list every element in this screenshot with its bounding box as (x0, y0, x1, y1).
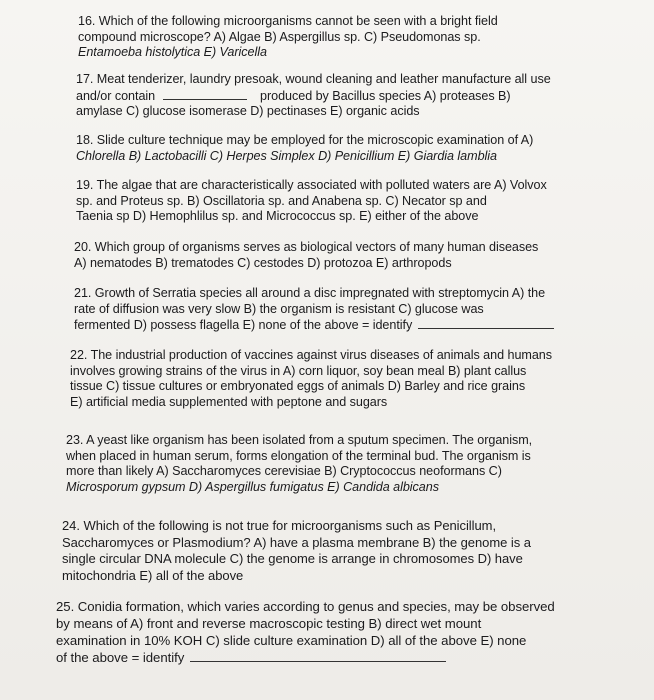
question-25-line-1: 25. Conidia formation, which varies according to genus and species, may be observed (56, 599, 555, 614)
question-16-line-3: Entamoeba histolytica E) Varicella (78, 45, 267, 60)
question-16-line-2: compound microscope? A) Algae B) Aspergillus sp. C) Pseudomonas sp. (78, 29, 481, 44)
question-17 (76, 72, 654, 120)
question-16 (78, 14, 654, 61)
question-23 (66, 433, 654, 495)
question-17-line-2-start: and/or contain (76, 88, 156, 103)
question-24-line-3: single circular DNA molecule C) the genome is arrange in chromosomes D) have (62, 551, 523, 566)
question-20-line-1: 20. Which group of organisms serves as biological vectors of many human diseases (74, 240, 539, 254)
question-23-line-3: more than likely A) Saccharomyces cerevisiae B) Cryptococcus neoformans C) (66, 464, 502, 479)
answer-blank-21[interactable] (418, 317, 554, 329)
question-22-line-3: tissue C) tissue cultures or embryonated eggs of animals D) Barley and rice grains (70, 379, 526, 394)
question-19 (76, 178, 654, 225)
question-17-line-3: amylase C) glucose isomerase D) pectinases E) organic acids (76, 104, 420, 119)
question-21-line-3-text: fermented D) possess flagella E) none of the above = identify (74, 318, 413, 333)
question-22-line-2: involves growing strains of the virus in A) corn liquor, soy bean meal B) plant callus (70, 363, 527, 378)
question-23-line-2: when placed in human serum, forms elongation of the terminal bud. The organism is (66, 448, 531, 463)
question-25-line-3: examination in 10% KOH C) slide culture examination D) all of the above E) none (56, 633, 527, 648)
question-19-line-2: sp. and Proteus sp. B) Oscillatoria sp. and Anabena sp. C) Necator sp and (76, 193, 487, 208)
question-23-line-1: 23. A yeast like organism has been isolated from a sputum specimen. The organism, (66, 433, 533, 447)
question-18 (76, 133, 654, 164)
question-25-line-4 (56, 649, 654, 666)
question-22-line-4: E) artificial media supplemented with peptone and sugars (70, 394, 388, 409)
answer-blank-17[interactable] (163, 88, 247, 100)
question-21-line-3 (74, 317, 654, 334)
answer-blank-25[interactable] (190, 650, 446, 662)
question-21-line-1: 21. Growth of Serratia species all around a disc impregnated with streptomycin A) the (74, 286, 546, 300)
question-20-line-2: A) nematodes B) trematodes C) cestodes D) protozoa E) arthropods (74, 255, 452, 270)
question-18-line-1: 18. Slide culture technique may be employed for the microscopic examination of A) (76, 133, 534, 147)
question-23-line-4: Microsporum gypsum D) Aspergillus fumigatus E) Candida albicans (66, 479, 439, 494)
question-21-line-2: rate of diffusion was very slow B) the organism is resistant C) glucose was (74, 301, 484, 316)
question-22 (70, 348, 654, 410)
question-25 (56, 598, 654, 666)
question-18-line-2: Chlorella B) Lactobacilli C) Herpes Simplex D) Penicillium E) Giardia lamblia (76, 148, 497, 163)
question-24-line-4: mitochondria E) all of the above (62, 567, 244, 583)
question-25-line-2: by means of A) front and reverse macroscopic testing B) direct wet mount (56, 616, 482, 631)
question-25-line-4-text: of the above = identify (56, 650, 185, 665)
question-19-line-1: 19. The algae that are characteristically associated with polluted waters are A) Volvox (76, 178, 547, 192)
question-24 (62, 518, 654, 584)
question-24-line-2: Saccharomyces or Plasmodium? A) have a plasma membrane B) the genome is a (62, 534, 531, 550)
question-16-line-1: 16. Which of the following microorganisms cannot be seen with a bright field (78, 14, 498, 28)
question-24-line-1: 24. Which of the following is not true for microorganisms such as Penicillum, (62, 518, 496, 533)
question-17-line-2-end: produced by Bacillus species A) proteases B) (260, 88, 511, 103)
question-20 (74, 240, 654, 271)
question-21 (74, 286, 654, 334)
question-22-line-1: 22. The industrial production of vaccines against virus diseases of animals and humans (70, 348, 552, 362)
question-17-line-1: 17. Meat tenderizer, laundry presoak, wound cleaning and leather manufacture all use (76, 72, 551, 86)
question-17-line-2 (76, 88, 654, 105)
question-19-line-3: Taenia sp D) Hemophlilus sp. and Micrococcus sp. E) either of the above (76, 209, 479, 224)
